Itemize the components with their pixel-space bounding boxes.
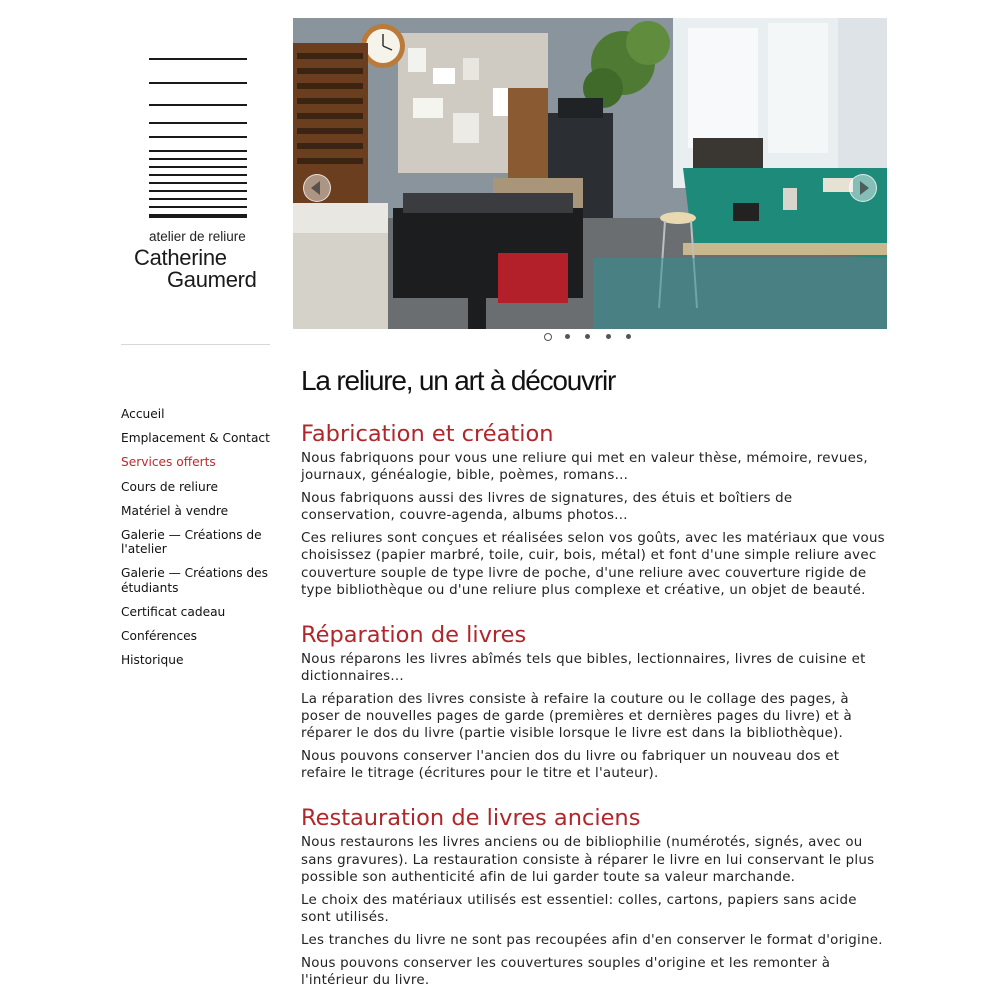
slide-image-workshop [293, 18, 887, 329]
nav-item-conferences[interactable]: Conférences [121, 629, 197, 644]
nav-item-cours-de-reliure[interactable]: Cours de reliure [121, 479, 219, 494]
slideshow-dot-4[interactable] [606, 334, 611, 339]
slideshow-dot-5[interactable] [626, 334, 631, 339]
slideshow-dot-1[interactable] [544, 333, 552, 341]
logo-bar [149, 206, 247, 208]
logo-bar [149, 122, 247, 124]
logo-bar [149, 158, 247, 160]
section-restauration [301, 804, 886, 989]
logo-bar [149, 58, 247, 60]
logo[interactable] [121, 40, 271, 300]
logo-tagline: atelier de reliure [149, 229, 246, 244]
section-paragraph: Ces reliures sont conçues et réalisées selon vos goûts, avec les matériaux que vous choisissez (papier marbré, toile, cuir, bois, métal) et font d'une simple reliure avec couverture souple de type livre de poche, d'une reliure avec couverture rigide de type bibliothèque ou d'une reliure plus complexe et créative, un objet de beauté. [301, 531, 885, 598]
nav-item-services-offerts[interactable]: Services offerts [121, 455, 216, 470]
chevron-left-icon [311, 181, 320, 195]
logo-bar [149, 198, 247, 200]
logo-bar [149, 174, 247, 176]
logo-bar [149, 136, 247, 138]
logo-bar [149, 182, 247, 184]
page-title: La reliure, un art à découvrir [301, 365, 616, 396]
section-reparation [301, 621, 886, 783]
slideshow-next-button[interactable] [849, 174, 877, 202]
section-heading: Fabrication et création [301, 421, 554, 447]
section-paragraph: La réparation des livres consiste à refaire la couture ou le collage des pages, à poser de nouvelles pages de garde (premières et dernières pages du livre) et à réparer le dos du livre (partie visible lorsque le livre est dans la bibliothèque). [301, 691, 852, 742]
logo-bars-graphic [149, 58, 247, 226]
nav-item-materiel-a-vendre[interactable]: Matériel à vendre [121, 503, 229, 518]
nav-item-accueil[interactable]: Accueil [121, 407, 165, 421]
sidebar-divider [121, 344, 270, 345]
section-heading: Réparation de livres [301, 621, 527, 648]
logo-name-last: Gaumerd [167, 267, 257, 292]
chevron-right-icon [860, 181, 869, 195]
section-paragraph: Nous pouvons conserver l'ancien dos du livre ou fabriquer un nouveau dos et refaire le titrage (écritures pour le titre et l'auteur). [301, 749, 840, 782]
section-fabrication [301, 420, 886, 599]
slideshow [293, 18, 887, 329]
nav-item-galerie-atelier[interactable]: Galerie — Créations de l'atelier [121, 528, 262, 557]
main-nav [121, 407, 271, 677]
slideshow-dot-2[interactable] [565, 334, 570, 339]
section-paragraph: Nous restaurons les livres anciens ou de bibliophilie (numérotés, signés, avec ou sans gravures). La restauration consiste à réparer le livre en lui conservant le plus possible son authenticité afin de lui garder toute sa valeur marchande. [301, 835, 875, 885]
nav-item-historique[interactable]: Historique [121, 653, 184, 668]
logo-bar [149, 166, 247, 168]
logo-name-first: Catherine [134, 245, 227, 270]
logo-bar [149, 82, 247, 84]
logo-bar [149, 150, 247, 152]
nav-item-certificat-cadeau[interactable]: Certificat cadeau [121, 604, 226, 619]
slideshow-prev-button[interactable] [303, 174, 331, 202]
slideshow-dot-3[interactable] [585, 334, 590, 339]
section-paragraph: Les tranches du livre ne sont pas recoupées afin d'en conserver le format d'origine. [301, 932, 883, 948]
main-content [301, 364, 886, 989]
logo-bar [149, 190, 247, 192]
logo-bar [149, 104, 247, 106]
section-paragraph: Nous fabriquons aussi des livres de signatures, des étuis et boîtiers de conservation, couvre-agenda, albums photos... [301, 491, 793, 524]
nav-item-galerie-etudiants[interactable]: Galerie — Créations des étudiants [121, 566, 268, 595]
section-paragraph: Le choix des matériaux utilisés est essentiel: colles, cartons, papiers sans acide sont utilisés. [301, 892, 857, 925]
section-paragraph: Nous fabriquons pour vous une reliure qui met en valeur thèse, mémoire, revues, journaux, généalogie, bible, poèmes, romans... [301, 451, 868, 484]
section-heading: Restauration de livres anciens [301, 805, 641, 832]
logo-bar [149, 214, 247, 218]
section-paragraph: Nous pouvons conserver les couvertures souples d'origine et les remonter à l'intérieur du livre. [301, 955, 831, 989]
section-paragraph: Nous réparons les livres abîmés tels que bibles, lectionnaires, livres de cuisine et dictionnaires... [301, 651, 866, 684]
nav-item-emplacement-contact[interactable]: Emplacement & Contact [121, 431, 270, 446]
